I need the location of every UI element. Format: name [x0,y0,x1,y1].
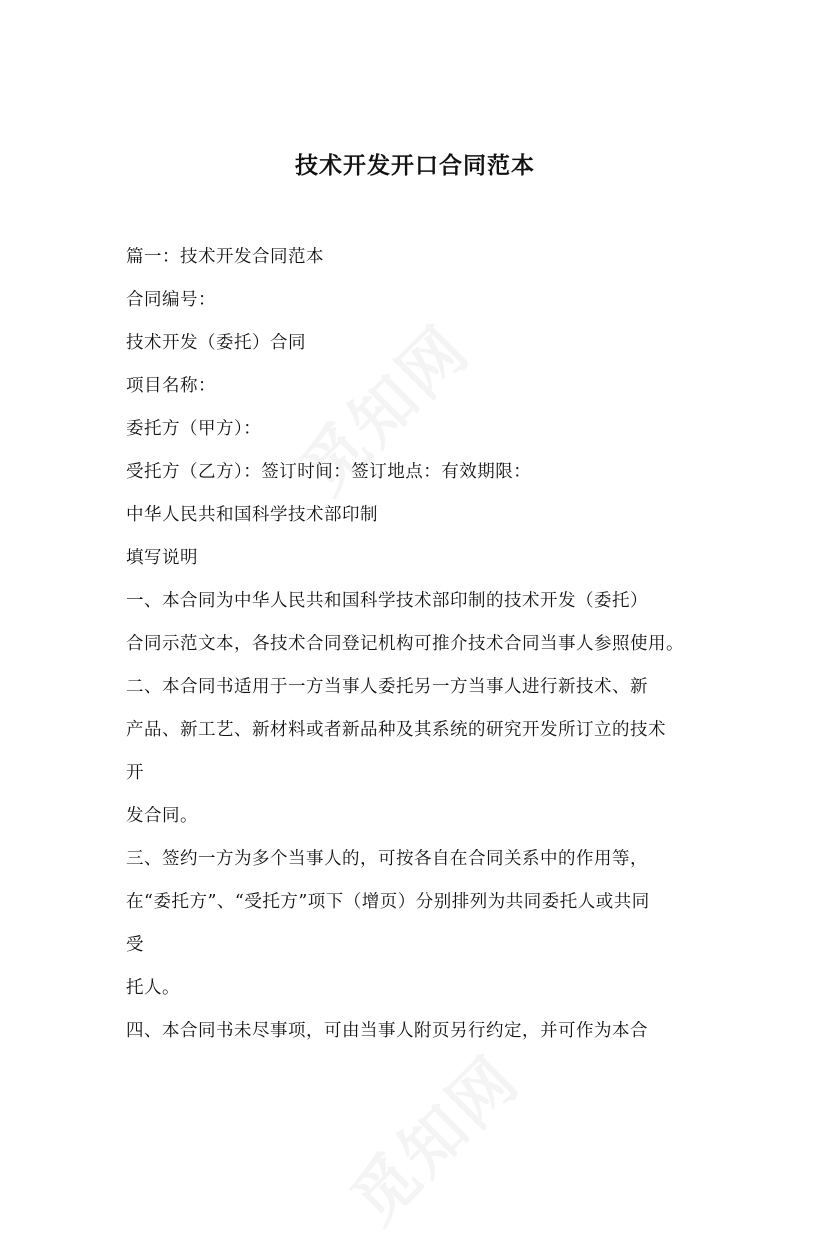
document-title: 技术开发开口合同范本 [295,152,535,179]
paragraph-line: 三、签约一方为多个当事人的，可按各自在合同关系中的作用等， [126,849,648,869]
watermark [327,1031,536,1240]
paragraph-line: 开 [126,763,144,783]
party-a-label: 委托方（甲方）： [126,419,262,439]
paragraph-line: 托人。 [126,978,180,998]
party-b-label: 受托方（乙方）：签订时间：签订地点：有效期限： [126,462,532,482]
instructions-heading: 填写说明 [126,548,198,568]
paragraph-line: 合同示范文本，各技术合同登记机构可推介技术合同当事人参照使用。 [126,634,684,654]
paragraph-line: 发合同。 [126,806,198,826]
contract-number-label: 合同编号： [126,290,216,310]
paragraph-line: 一、本合同为中华人民共和国科学技术部印制的技术开发（委托） [126,591,648,611]
paragraph-line: 四、本合同书未尽事项，可由当事人附页另行约定，并可作为本合 [126,1021,648,1041]
paragraph-line: 受 [126,935,144,955]
section-heading: 篇一：技术开发合同范本 [126,247,324,267]
paragraph-line: 在“委托方”、“受托方”项下（增页）分别排列为共同委托人或共同 [126,892,650,912]
paragraph-line: 二、本合同书适用于一方当事人委托另一方当事人进行新技术、新 [126,677,648,697]
paragraph-line: 产品、新工艺、新材料或者新品种及其系统的研究开发所订立的技术 [126,720,666,740]
issuer-line: 中华人民共和国科学技术部印制 [126,505,378,525]
document-body [126,236,726,1053]
project-name-label: 项目名称： [126,376,216,396]
contract-type: 技术开发（委托）合同 [126,333,306,353]
